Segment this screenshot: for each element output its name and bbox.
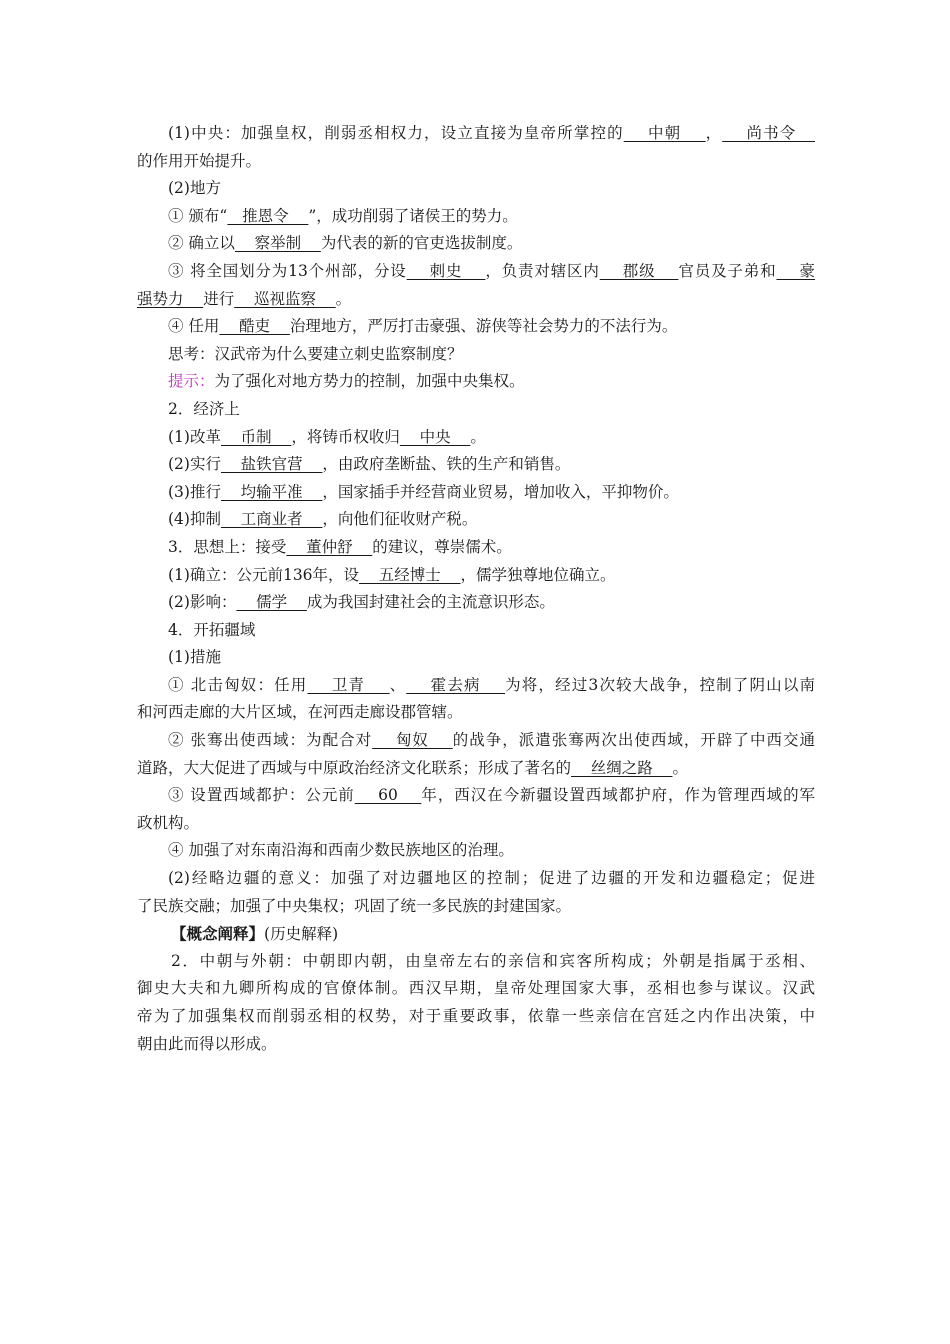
text-run: 为代表的新的官吏选拔制度。 bbox=[320, 234, 523, 253]
text-line-l26 bbox=[137, 810, 815, 838]
fill-blank-answer: 币制 bbox=[220, 427, 292, 446]
text-line-l21 bbox=[137, 672, 815, 700]
text-line-l5 bbox=[137, 230, 815, 258]
text-line-l18 bbox=[137, 589, 815, 617]
text-run: ， bbox=[705, 124, 723, 142]
text-run: 进行 bbox=[203, 289, 235, 308]
text-run: (2)影响： bbox=[168, 593, 237, 612]
text-run: ，向他们征收财产税。 bbox=[322, 510, 478, 529]
text-run: ④ 加强了对东南沿海和西南少数民族地区的治理。 bbox=[168, 841, 514, 860]
text-line-l9 bbox=[137, 341, 815, 369]
text-run: 官员及子弟和 bbox=[678, 261, 777, 280]
text-run: (1)中央：加强皇权，削弱丞相权力，设立直接为皇帝所掌控的 bbox=[168, 124, 624, 142]
text-line-l20 bbox=[137, 644, 815, 672]
text-run: ”，成功削弱了诸侯王的势力。 bbox=[308, 206, 518, 225]
text-run: (1)确立：公元前136年，设 bbox=[168, 565, 360, 584]
fill-blank-answer: 儒学 bbox=[236, 593, 307, 612]
fill-blank-answer: 五经博士 bbox=[359, 565, 461, 584]
text-line-l6 bbox=[137, 258, 815, 286]
text-run: (1)改革 bbox=[168, 427, 221, 446]
text-run: ① 颁布“ bbox=[168, 206, 228, 225]
fill-blank-answer: 尚书令 bbox=[722, 124, 815, 142]
document-body bbox=[137, 120, 815, 1058]
fill-blank-answer: 匈奴 bbox=[372, 731, 453, 750]
text-line-l12 bbox=[137, 424, 815, 452]
fill-blank-answer: 推恩令 bbox=[227, 206, 309, 225]
text-line-l34 bbox=[137, 1031, 815, 1059]
text-line-l14 bbox=[137, 479, 815, 507]
text-run: 成为我国封建社会的主流意识形态。 bbox=[306, 593, 555, 612]
text-line-l13 bbox=[137, 451, 815, 479]
text-run: ③ 将全国划分为13个州部，分设 bbox=[168, 261, 407, 280]
fill-blank-answer: 60 bbox=[354, 786, 422, 805]
text-run: 。 bbox=[335, 289, 352, 308]
text-run: 思考：汉武帝为什么要建立刺史监察制度？ bbox=[168, 344, 463, 363]
fill-blank-answer: 工商业者 bbox=[220, 510, 323, 529]
text-line-l8 bbox=[137, 313, 815, 341]
text-run: (2)实行 bbox=[168, 455, 221, 474]
hint-label: 提示： bbox=[168, 372, 215, 391]
text-run: 年，西汉在今新疆设置西域都护府，作为管理西域的军 bbox=[421, 786, 815, 805]
fill-blank-answer: 中央 bbox=[399, 427, 471, 446]
text-run: 3．思想上：接受 bbox=[168, 537, 287, 556]
fill-blank-answer: 中朝 bbox=[623, 124, 706, 142]
text-run: (历史解释) bbox=[264, 925, 339, 944]
text-run: ② 确立以 bbox=[168, 234, 235, 253]
fill-blank-answer: 丝绸之路 bbox=[571, 758, 673, 777]
text-line-l19 bbox=[137, 617, 815, 645]
text-line-l22 bbox=[137, 699, 815, 727]
text-line-l11 bbox=[137, 396, 815, 424]
text-run: 的战争，派遣张骞两次出使西域，开辟了中西交通 bbox=[452, 731, 815, 750]
fill-blank-answer: 卫青 bbox=[307, 675, 390, 694]
text-line-l15 bbox=[137, 506, 815, 534]
text-line-l32 bbox=[137, 975, 815, 1003]
fill-blank-answer: 均输平准 bbox=[220, 482, 323, 501]
fill-blank-answer: 盐铁官营 bbox=[220, 455, 323, 474]
fill-blank-answer: 察举制 bbox=[234, 234, 321, 253]
fill-blank-answer: 刺史 bbox=[406, 261, 486, 280]
text-run: ① 北击匈奴：任用 bbox=[168, 675, 308, 694]
text-run: 道路，大大促进了西域与中原政治经济文化联系；形成了著名的 bbox=[137, 758, 572, 777]
text-run: (2)地方 bbox=[168, 179, 221, 198]
section-label: 【概念阐释】 bbox=[171, 924, 265, 944]
text-run: (2)经略边疆的意义：加强了对边疆地区的控制；促进了边疆的开发和边疆稳定；促进 bbox=[168, 869, 815, 888]
text-run: ，儒学独尊地位确立。 bbox=[460, 565, 616, 584]
text-run: 了民族交融；加强了中央集权；巩固了统一多民族的封建国家。 bbox=[137, 896, 572, 915]
text-run: 。 bbox=[672, 758, 688, 777]
text-run: 和河西走廊的大片区域，在河西走廊设郡管辖。 bbox=[137, 703, 463, 722]
text-run: 为将，经过3次较大战争，控制了阴山以南 bbox=[505, 675, 815, 694]
text-line-l31 bbox=[137, 948, 815, 976]
text-run: 2．中朝与外朝：中朝即内朝，由皇帝左右的亲信和宾客所构成；外朝是指属于丞相、 bbox=[171, 951, 815, 970]
text-line-l24 bbox=[137, 755, 815, 783]
text-line-l1 bbox=[137, 120, 815, 148]
text-run: 的建议，尊崇儒术。 bbox=[372, 537, 512, 556]
text-line-l4 bbox=[137, 203, 815, 231]
fill-blank-answer: 豪 bbox=[776, 261, 815, 280]
text-run: 治理地方，严厉打击豪强、游侠等社会势力的不法行为。 bbox=[289, 317, 678, 336]
text-run: 为了强化对地方势力的控制，加强中央集权。 bbox=[214, 372, 525, 391]
text-line-l7 bbox=[137, 286, 815, 314]
text-run: 御史大夫和九卿所构成的官僚体制。西汉早期，皇帝处理国家大事，丞相也参与谋议。汉武 bbox=[137, 979, 815, 998]
fill-blank-answer: 董仲舒 bbox=[286, 537, 373, 556]
text-line-l30 bbox=[137, 920, 815, 948]
text-run: 的作用开始提升。 bbox=[137, 151, 262, 170]
text-line-l28 bbox=[137, 865, 815, 893]
text-line-l16 bbox=[137, 534, 815, 562]
text-run: ④ 任用 bbox=[168, 317, 220, 336]
text-line-l29 bbox=[137, 893, 815, 921]
fill-blank-answer: 郡级 bbox=[599, 261, 679, 280]
text-line-l3 bbox=[137, 175, 815, 203]
text-run: ，将铸币权收归 bbox=[291, 427, 400, 446]
text-run: ，由政府垄断盐、铁的生产和销售。 bbox=[322, 455, 571, 474]
text-run: (4)抑制 bbox=[168, 510, 221, 529]
fill-blank-answer: 霍去病 bbox=[406, 675, 506, 694]
fill-blank-answer: 酷吏 bbox=[219, 317, 290, 336]
text-line-l10 bbox=[137, 368, 815, 396]
text-line-l2 bbox=[137, 148, 815, 176]
text-line-l25 bbox=[137, 782, 815, 810]
text-run: (3)推行 bbox=[168, 482, 221, 501]
text-run: ③ 设置西域都护：公元前 bbox=[168, 786, 355, 805]
text-run: 2．经济上 bbox=[168, 399, 240, 418]
text-run: 4．开拓疆域 bbox=[168, 620, 256, 639]
text-run: 政机构。 bbox=[137, 813, 200, 832]
text-line-l23 bbox=[137, 727, 815, 755]
text-line-l33 bbox=[137, 1003, 815, 1031]
fill-blank-answer: 强势力 bbox=[137, 289, 204, 308]
text-run: 朝由此而得以形成。 bbox=[137, 1034, 277, 1053]
text-run: 、 bbox=[389, 675, 407, 694]
text-run: (1)措施 bbox=[168, 648, 221, 667]
text-line-l17 bbox=[137, 562, 815, 590]
fill-blank-answer: 巡视监察 bbox=[234, 289, 336, 308]
text-run: 帝为了加强集权而削弱丞相的权势，对于重要政事，依靠一些亲信在宫廷之内作出决策，中 bbox=[137, 1007, 815, 1025]
text-run: ，国家插手并经营商业贸易，增加收入，平抑物价。 bbox=[322, 482, 679, 501]
text-run: ，负责对辖区内 bbox=[485, 261, 600, 280]
text-line-l27 bbox=[137, 837, 815, 865]
text-run: ② 张骞出使西域：为配合对 bbox=[168, 731, 373, 750]
text-run: 。 bbox=[470, 427, 486, 446]
